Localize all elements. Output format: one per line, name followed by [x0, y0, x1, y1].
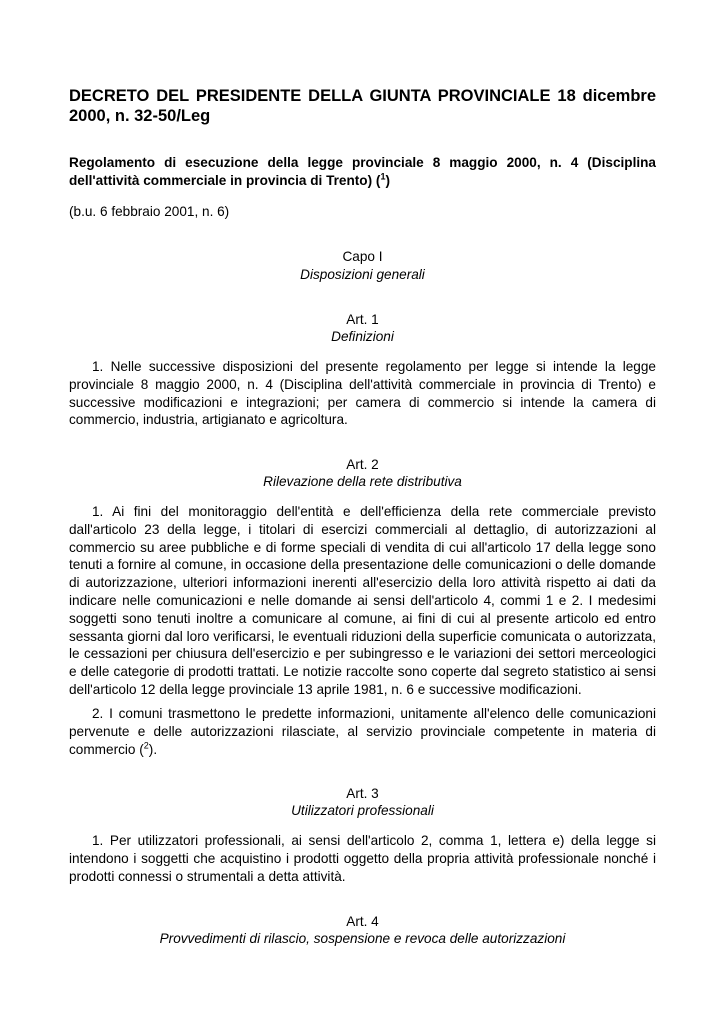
article-2-paragraph-2-close: ).: [148, 741, 158, 757]
article-2-paragraph-2-text: 2. I comuni trasmettono le predette informazioni, unitamente all'elenco delle comunicazioni pervenute e delle autorizzazioni rilasciate, al servizio provinciale competente in materia di commercio (: [69, 706, 656, 757]
article-4-label: Art. 4: [346, 914, 379, 929]
footnote-ref-1[interactable]: 1: [380, 171, 386, 182]
article-2-label: Art. 2: [346, 457, 379, 472]
article-3-title: Utilizzatori professionali: [291, 803, 434, 818]
article-4-title: Provvedimenti di rilascio, sospensione e revoca delle autorizzazioni: [159, 931, 566, 946]
article-2-paragraph-1: 1. Ai fini del monitoraggio dell'entità e dell'efficienza della rete commerciale previsto dall'articolo 23 della legge, i titolari di esercizi commerciali al dettaglio, di autorizzazioni al commercio su aree pubbliche e di forme speciali di vendita di cui all'articolo 17 della legge sono tenuti a fornire al comune, in occasione della presentazione delle comunicazioni o delle domande di autorizzazione, ulteriori informazioni inerenti all'esercizio della loro attività rispetto ai dati da indicare nelle comunicazioni e nelle domande ai sensi dell'articolo 4, commi 1 e 2. I medesimi soggetti sono tenuti inoltre a comunicare al comune, ai fini di cui al presente articolo ed entro sessanta giorni dal loro verificarsi, le eventuali riduzioni della superficie comunicata o autorizzata, le cessazioni per chiusura dell'esercizio e per subingresso e le variazioni dei settori merceologici e delle categorie di prodotti trattati. Le notizie raccolte sono coperte dal segreto statistico ai sensi dell'articolo 12 della legge provinciale 13 aprile 1981, n. 6 e successive modificazioni.: [69, 504, 656, 697]
decree-subtitle-close: ): [385, 173, 390, 188]
footnote-ref-2[interactable]: 2: [143, 740, 149, 751]
article-1-label: Art. 1: [346, 312, 379, 327]
article-1-paragraph-1: 1. Nelle successive disposizioni del presente regolamento per legge si intende la legge provinciale 8 maggio 2000, n. 4 (Disciplina dell'attività commerciale in provincia di Trento) e successive modificazioni e integrazioni; per camera di commercio si intende la camera di commercio, industria, artigianato e agricoltura.: [69, 359, 656, 428]
capo-label: Capo I: [342, 249, 383, 264]
decree-title: DECRETO DEL PRESIDENTE DELLA GIUNTA PROVINCIALE 18 dicembre 2000, n. 32-50/Leg: [69, 87, 656, 125]
article-2-title: Rilevazione della rete distributiva: [263, 474, 462, 489]
bulletin-reference: (b.u. 6 febbraio 2001, n. 6): [69, 204, 230, 219]
decree-subtitle: [69, 154, 656, 190]
article-1-title: Definizioni: [331, 329, 394, 344]
decree-subtitle-text: Regolamento di esecuzione della legge provinciale 8 maggio 2000, n. 4 (Disciplina dell'attività commerciale in provincia di Trento) (: [69, 155, 656, 188]
article-3-paragraph-1: 1. Per utilizzatori professionali, ai sensi dell'articolo 2, comma 1, lettera e) della legge si intendono i soggetti che acquistino i prodotti oggetto della propria attività professionale nonché i prodotti connessi o strumentali a detta attività.: [69, 833, 656, 884]
article-2-paragraph-2: [69, 705, 656, 758]
article-3-label: Art. 3: [346, 786, 379, 801]
capo-title: Disposizioni generali: [300, 267, 425, 282]
